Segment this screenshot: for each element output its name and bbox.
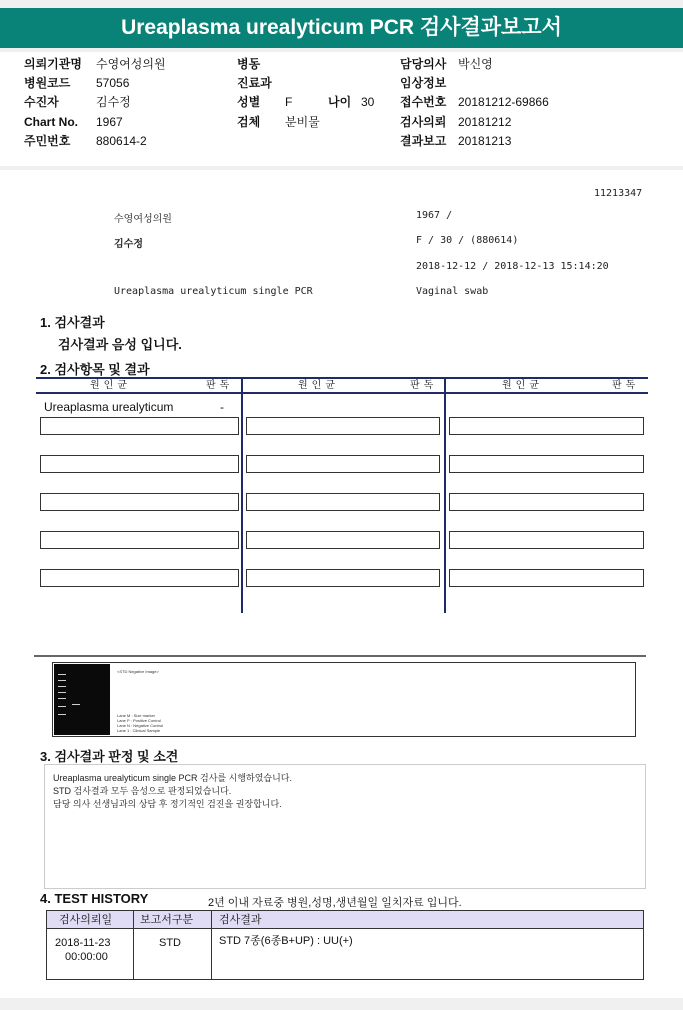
grid-header	[36, 377, 648, 394]
reported-row	[400, 134, 511, 149]
history-type: STD	[159, 937, 181, 949]
age-label: 나이	[328, 95, 352, 109]
report-test-name: Ureaplasma urealyticum single PCR	[114, 286, 313, 297]
col-judgement-1: 판독	[206, 380, 234, 391]
chart-label: Chart No.	[24, 115, 78, 129]
dept-label: 진료과	[237, 76, 272, 90]
marker-band	[58, 680, 66, 681]
code-row	[24, 76, 129, 91]
marker-band	[58, 714, 66, 715]
positive-band	[72, 704, 80, 705]
history-col-type: 보고서구분	[140, 914, 194, 926]
result-cell	[246, 417, 440, 435]
row1-pathogen: Ureaplasma urealyticum	[44, 400, 174, 414]
report-chart: 1967 /	[416, 210, 453, 221]
chart-row	[24, 115, 123, 130]
result-cell	[449, 531, 644, 549]
accession-row	[400, 95, 549, 110]
section3-title: 3. 검사결과 판정 및 소견	[40, 749, 179, 764]
requested-value: 20181212	[458, 115, 512, 129]
result-cell	[246, 455, 440, 473]
history-col-result: 검사결과	[219, 914, 262, 926]
history-col-date: 검사의뢰일	[59, 914, 113, 926]
history-table	[46, 910, 644, 980]
sex-age-row	[237, 95, 374, 110]
history-time: 00:00:00	[65, 951, 108, 963]
doctor-row	[400, 57, 493, 72]
history-divider-2	[211, 911, 212, 979]
gel-caption: <STD Negative Image>	[117, 669, 159, 674]
marker-band	[58, 692, 66, 693]
requested-row	[400, 115, 511, 130]
clinical-label: 임상정보	[400, 76, 447, 90]
hospital-row	[24, 57, 166, 72]
age-value: 30	[361, 95, 375, 109]
report-specimen: Vaginal swab	[416, 286, 489, 297]
history-divider-1	[133, 911, 134, 979]
report-id: 11213347	[594, 188, 643, 199]
row1-result: -	[220, 400, 224, 414]
code-label: 병원코드	[24, 76, 71, 90]
opinion-line-3: 담당 의사 선생님과의 상담 후 정기적인 검진을 권장합니다.	[53, 799, 282, 809]
opinion-line-1: Ureaplasma urealyticum single PCR 검사를 시행하였습니다.	[53, 773, 292, 783]
gel-electrophoresis-image	[54, 664, 110, 735]
gel-legend-3: Lane N : Negative Control	[117, 723, 164, 728]
grid-divider-2	[444, 377, 446, 613]
grid-divider-1	[241, 377, 243, 613]
result-cell	[40, 569, 239, 587]
doctor-label: 담당의사	[400, 57, 447, 71]
history-note: 2년 이내 자료중 병원,성명,생년월일 일치자료 입니다.	[208, 897, 462, 909]
col-judgement-3: 판독	[612, 380, 640, 391]
dept-row	[237, 76, 285, 91]
marker-band	[58, 698, 66, 699]
gel-legend-2: Lane P : Positive Control	[117, 718, 161, 723]
report-title: Ureaplasma urealyticum PCR 검사결과보고서	[0, 8, 683, 48]
result-cell	[246, 531, 440, 549]
result-cell	[40, 493, 239, 511]
history-header	[47, 911, 643, 929]
result-cell	[449, 493, 644, 511]
code-value: 57056	[96, 76, 130, 90]
history-result: STD 7종(6종B+UP) : UU(+)	[219, 935, 353, 947]
gel-image-panel	[52, 662, 636, 737]
rrn-row	[24, 134, 147, 149]
header-info	[0, 52, 683, 166]
report-sex-age: F / 30 / (880614)	[416, 235, 519, 246]
ward-label: 병동	[237, 57, 261, 71]
report-hospital: 수영여성의원	[114, 214, 172, 225]
result-cell	[40, 417, 239, 435]
doctor-value: 박신영	[458, 57, 493, 71]
opinion-line-2: STD 검사결과 모두 음성으로 판정되었습니다.	[53, 786, 232, 796]
hospital-value: 수영여성의원	[96, 57, 166, 71]
marker-band	[58, 674, 66, 675]
result-cell	[449, 417, 644, 435]
ward-row	[237, 57, 285, 72]
reported-label: 결과보고	[400, 134, 447, 148]
result-cell	[449, 455, 644, 473]
marker-band	[58, 706, 66, 707]
section1-title: 1. 검사결과	[40, 315, 105, 330]
section2-title: 2. 검사항목 및 결과	[40, 362, 150, 377]
opinion-box	[44, 764, 646, 889]
col-judgement-2: 판독	[410, 380, 438, 391]
accession-label: 접수번호	[400, 95, 447, 109]
section4-title: 4. TEST HISTORY	[40, 891, 149, 906]
specimen-label: 검체	[237, 115, 261, 129]
report-body	[0, 170, 683, 998]
reported-value: 20181213	[458, 134, 512, 148]
report-dates: 2018-12-12 / 2018-12-13 15:14:20	[416, 261, 609, 272]
sex-label: 성별	[237, 95, 261, 109]
sex-value: F	[285, 95, 293, 109]
history-date: 2018-11-23	[55, 937, 111, 949]
specimen-value: 분비물	[285, 115, 320, 129]
accession-value: 20181212-69866	[458, 95, 549, 109]
requested-label: 검사의뢰	[400, 115, 447, 129]
result-cell	[449, 569, 644, 587]
patient-row	[24, 95, 131, 110]
section1-result: 검사결과 음성 입니다.	[58, 337, 182, 352]
col-pathogen-2: 원인균	[298, 380, 339, 391]
patient-label: 수진자	[24, 95, 59, 109]
gel-legend-4: Lane 1 : Clinical Sample	[117, 728, 161, 733]
col-pathogen-1: 원인균	[90, 380, 131, 391]
gel-legend-1: Lane M : Size marker	[117, 713, 156, 718]
section-separator	[34, 655, 646, 657]
result-cell	[40, 455, 239, 473]
report-patient: 김수정	[114, 239, 143, 250]
footer-strip	[0, 1000, 683, 1010]
marker-band	[58, 686, 66, 687]
result-cell	[246, 493, 440, 511]
result-cell	[40, 531, 239, 549]
specimen-row	[237, 115, 320, 130]
rrn-label: 주민번호	[24, 134, 71, 148]
col-pathogen-3: 원인균	[502, 380, 543, 391]
clinical-row	[400, 76, 458, 91]
chart-value: 1967	[96, 115, 123, 129]
hospital-label: 의뢰기관명	[24, 57, 82, 71]
result-grid	[36, 377, 648, 613]
result-cell	[246, 569, 440, 587]
patient-value: 김수정	[96, 95, 131, 109]
rrn-value: 880614-2	[96, 134, 147, 148]
